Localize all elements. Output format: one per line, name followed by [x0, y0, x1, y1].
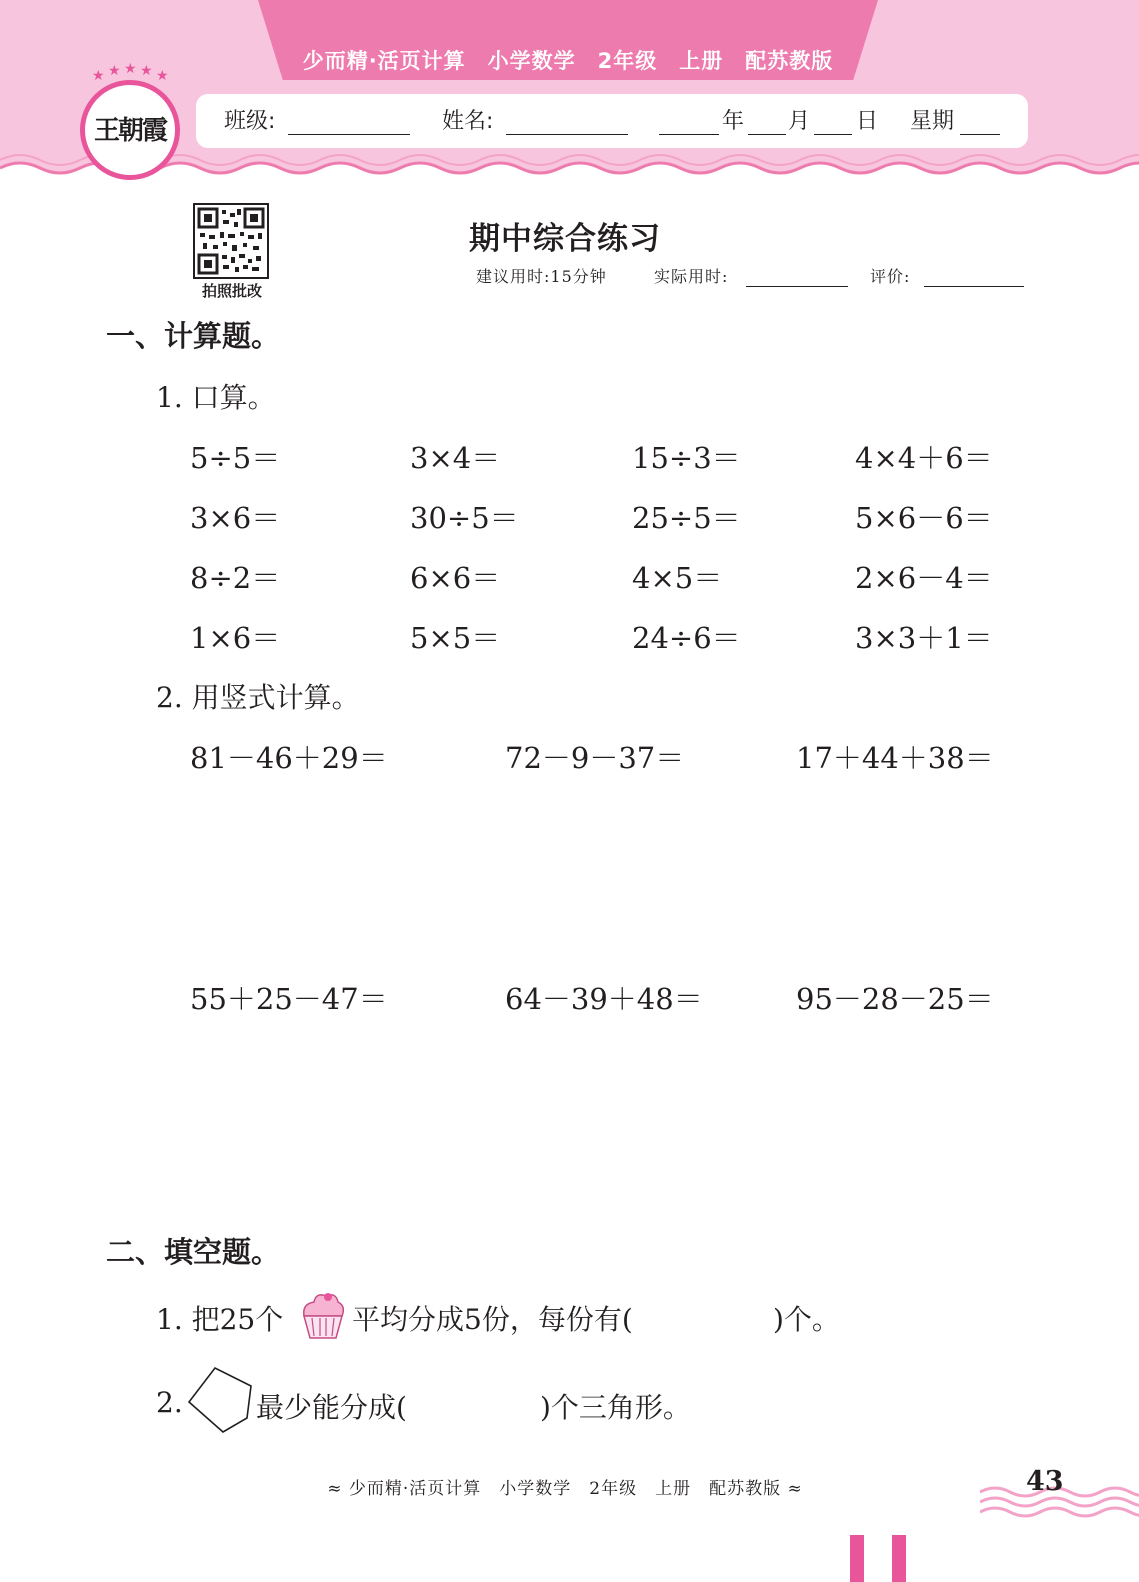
star-icon: ★ [156, 68, 169, 84]
mental-expr: 4×4＋6＝ [855, 441, 993, 475]
section-2-title: 二、填空题。 [106, 1235, 281, 1269]
star-icon: ★ [92, 68, 105, 84]
mental-expr: 30÷5＝ [410, 501, 519, 535]
mental-expr: 25÷5＝ [632, 501, 741, 535]
qr-code-icon [195, 205, 267, 277]
info-bar [196, 94, 1028, 148]
logo-text: 王朝霞 [93, 116, 166, 146]
series-title: 少而精·活页计算 小学数学 2年级 上册 配苏教版 [302, 49, 834, 73]
mental-expr: 4×5＝ [632, 561, 723, 595]
fill-question-2-prefix: 2. [156, 1386, 183, 1419]
pentagon-icon [185, 1366, 257, 1438]
weekday-label: 星期 [910, 109, 955, 134]
mental-expr: 5×6－6＝ [855, 501, 993, 535]
section-1-title: 一、计算题。 [106, 319, 281, 353]
name-label: 姓名: [442, 109, 494, 134]
weekday-field[interactable] [960, 134, 1000, 135]
star-icon: ★ [140, 63, 153, 79]
star-icon: ★ [124, 61, 137, 77]
star-icon: ★ [108, 63, 121, 79]
mental-expr: 5×5＝ [410, 621, 501, 655]
vertical-expr: 72－9－37＝ [505, 741, 685, 775]
question-1-label: 1. 口算。 [156, 381, 276, 414]
vertical-expr: 55＋25－47＝ [190, 982, 388, 1016]
fill-question-2-suffix: )个三角形。 [540, 1391, 691, 1424]
vertical-expr: 17＋44＋38＝ [796, 741, 994, 775]
actual-time-label: 实际用时: [654, 267, 729, 286]
rating-label: 评价: [870, 267, 911, 286]
thumb-tab-bar [892, 1535, 906, 1582]
fill-question-1-middle: 平均分成5份，每份有( [352, 1303, 633, 1336]
qr-code[interactable] [193, 203, 269, 279]
class-field[interactable] [288, 134, 410, 135]
footer-text: ≈ 少而精·活页计算 小学数学 2年级 上册 配苏教版 ≈ [327, 1479, 803, 1499]
mental-expr: 3×4＝ [410, 441, 501, 475]
cupcake-icon [298, 1290, 348, 1342]
class-label: 班级: [224, 109, 276, 134]
vertical-expr: 64－39＋48＝ [505, 982, 703, 1016]
month-field[interactable] [748, 134, 786, 135]
day-field[interactable] [814, 134, 852, 135]
mental-expr: 6×6＝ [410, 561, 501, 595]
page-number: 43 [1026, 1466, 1064, 1497]
mental-expr: 3×3＋1＝ [855, 621, 993, 655]
answer-blank[interactable] [440, 1384, 536, 1424]
fill-question-1-prefix: 1. 把25个 [156, 1303, 284, 1336]
month-label: 月 [788, 109, 811, 134]
day-label: 日 [856, 109, 879, 134]
vertical-expr: 81－46＋29＝ [190, 741, 388, 775]
mental-expr: 1×6＝ [190, 621, 281, 655]
mental-expr: 3×6＝ [190, 501, 281, 535]
rating-field[interactable] [924, 286, 1024, 287]
fill-question-2-middle: 最少能分成( [256, 1391, 407, 1424]
actual-time-field[interactable] [746, 286, 848, 287]
mental-expr: 24÷6＝ [632, 621, 741, 655]
answer-blank[interactable] [680, 1296, 768, 1336]
page-title: 期中综合练习 [469, 221, 661, 257]
suggested-time: 建议用时:15分钟 [476, 267, 607, 286]
mental-expr: 8÷2＝ [190, 561, 281, 595]
thumb-tab-bar [850, 1535, 864, 1582]
year-field[interactable] [659, 134, 719, 135]
fill-question-1-suffix: )个。 [773, 1303, 840, 1336]
mental-expr: 15÷3＝ [632, 441, 741, 475]
vertical-expr: 95－28－25＝ [796, 982, 994, 1016]
mental-expr: 2×6－4＝ [855, 561, 993, 595]
qr-caption: 拍照批改 [201, 282, 262, 300]
question-2-label: 2. 用竖式计算。 [156, 681, 360, 714]
name-field[interactable] [506, 134, 628, 135]
year-label: 年 [722, 109, 745, 134]
mental-expr: 5÷5＝ [190, 441, 281, 475]
